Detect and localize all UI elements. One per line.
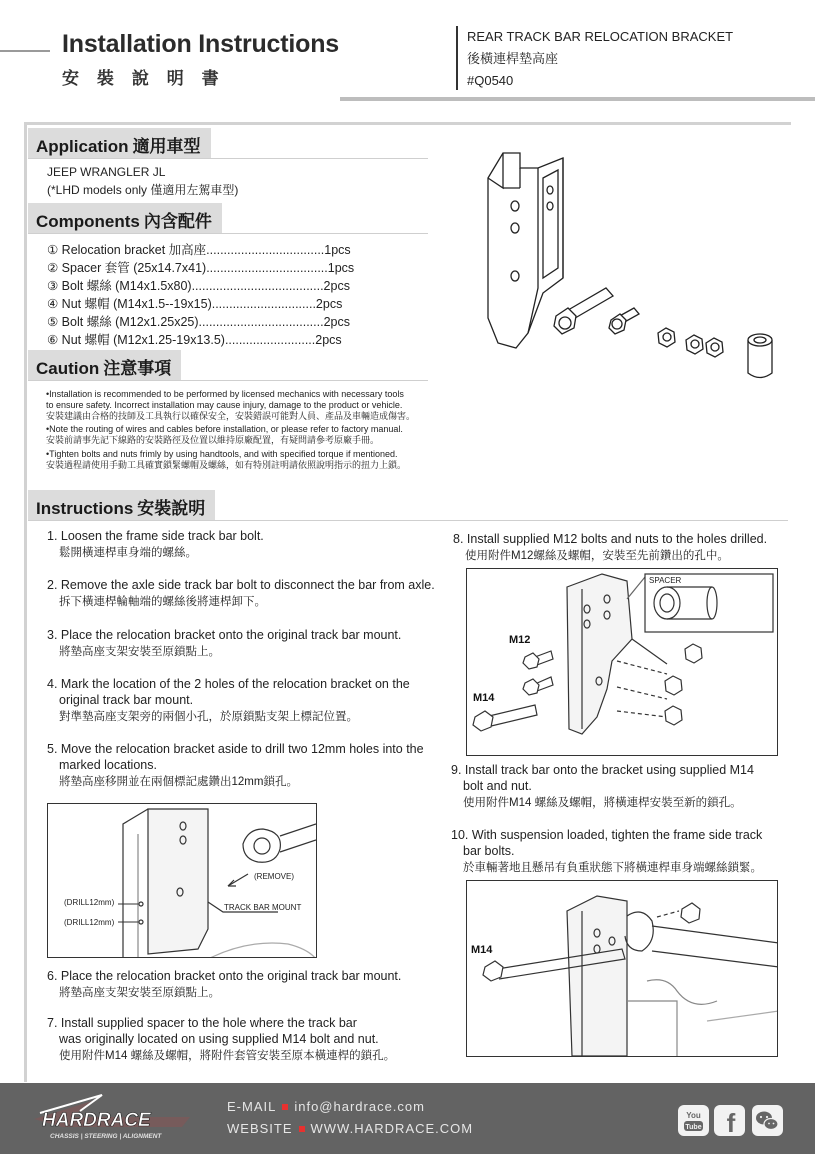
email-link[interactable]: info@hardrace.com xyxy=(294,1099,425,1114)
step-7: 7. Install supplied spacer to the hole where the track bar was originally located on using supplied M14 bolt and nut. 使用附件M14 螺絲及螺帽，將附件套管安裝至原本橫連桿的鎖孔。 xyxy=(47,1016,396,1062)
final-figure xyxy=(466,880,778,1057)
email-label: E-MAIL xyxy=(227,1099,277,1114)
drill-figure xyxy=(47,803,317,958)
caution-line: to ensure safety. Incorrect installation may cause injury, damage to the product or vehicle. xyxy=(46,400,403,410)
step-5: 5. Move the relocation bracket aside to drill two 12mm holes into the marked locations. 將墊高座移開並在兩個標記處鑽出12mm鎖孔。 xyxy=(47,742,424,788)
application-heading xyxy=(28,128,211,158)
caution-line: •Tighten bolts and nuts frimly by using handtools, and with specified torque if mentioned. xyxy=(46,449,398,459)
bullet-square xyxy=(282,1104,288,1110)
caution-line: 安裝過程請使用手動工具確實鎖緊螺帽及螺絲，如有特別註明請依照說明指示的扭力上鎖。 xyxy=(46,460,407,470)
caution-heading-zh: 注意事項 xyxy=(103,359,172,379)
facebook-icon[interactable] xyxy=(714,1105,745,1136)
bullet-square xyxy=(299,1126,305,1132)
component-item: ① Relocation bracket 加高座..................................1pcs xyxy=(47,243,351,257)
remove-label: (REMOVE) xyxy=(254,872,294,881)
drill-label-2: (DRILL12mm) xyxy=(64,918,115,927)
caution-heading-en: Caution xyxy=(36,359,100,378)
caution-line: 安裝前請事先記下線路的安裝路徑及位置以維持原廠配置，有疑問請參考原廠手冊。 xyxy=(46,435,380,445)
m12-label: M12 xyxy=(509,634,531,646)
component-item: ③ Bolt 螺絲 (M14x1.5x80)......................................2pcs xyxy=(47,279,350,293)
instructions-heading xyxy=(28,490,215,520)
step-2: 2. Remove the axle side track bar bolt to disconnect the bar from axle. 拆下橫連桿輪軸端的螺絲後將連桿卸下。 xyxy=(47,578,435,608)
part-number: #Q0540 xyxy=(467,73,514,88)
step-9: 9. Install track bar onto the bracket using supplied M14 bolt and nut. 使用附件M14 螺絲及螺帽，將橫連桿安裝至新的鎖孔。 xyxy=(451,763,754,809)
product-info xyxy=(467,26,733,92)
website-link[interactable]: WWW.HARDRACE.COM xyxy=(310,1121,474,1136)
step-4: 4. Mark the location of the 2 holes of the relocation bracket on the original track bar mount. 對準墊高座支架旁的兩個小孔，於原鎖點支架上標記位置。 xyxy=(47,677,410,723)
step-6: 6. Place the relocation bracket onto the original track bar mount. 將墊高座支架安裝至原鎖點上。 xyxy=(47,969,402,999)
svg-text:Tube: Tube xyxy=(685,1124,702,1131)
caution-line: •Installation is recommended to be performed by licensed mechanics with necessary tools xyxy=(46,389,404,399)
component-item: ② Spacer 套管 (25x14.7x41)...................................1pcs xyxy=(47,261,355,275)
page-subtitle: 安 裝 說 明 書 xyxy=(62,69,225,89)
website-label: WEBSITE xyxy=(227,1121,293,1136)
track-bar-mount-label: TRACK BAR MOUNT xyxy=(224,903,302,912)
caution-line: 安裝建議由合格的技師及工具執行以確保安全，安裝錯誤可能對人員、產品及車輛造成傷害。 xyxy=(46,411,416,421)
youtube-icon[interactable] xyxy=(678,1105,709,1136)
final-m14-label: M14 xyxy=(471,944,493,956)
components-heading-en: Components xyxy=(36,212,140,231)
application-note: (*LHD models only 僅適用左駕車型) xyxy=(47,183,239,197)
install-figure xyxy=(466,568,778,756)
step-10: 10. With suspension loaded, tighten the frame side track bar bolts. 於車輛著地且懸吊有負重狀態下將橫連桿車身端螺絲鎖緊。 xyxy=(451,828,763,874)
section-rule xyxy=(28,158,428,159)
wechat-icon[interactable] xyxy=(752,1105,783,1136)
component-item: ⑥ Nut 螺帽 (M12x1.25-19x13.5)..........................2pcs xyxy=(47,333,342,347)
footer-email xyxy=(227,1099,425,1114)
header-rule xyxy=(340,97,815,101)
product-name-zh: 後橫連桿墊高座 xyxy=(467,51,559,66)
section-rule xyxy=(28,233,428,234)
footer-website xyxy=(227,1121,473,1136)
application-heading-en: Application xyxy=(36,137,129,156)
components-heading-zh: 內含配件 xyxy=(143,212,212,232)
hardrace-logo xyxy=(32,1093,192,1143)
components-drawing xyxy=(468,148,788,388)
header-accent-line xyxy=(0,50,50,52)
drill-label-1: (DRILL12mm) xyxy=(64,898,115,907)
page-title: Installation Instructions xyxy=(62,30,339,58)
svg-text:f: f xyxy=(726,1108,736,1136)
section-rule xyxy=(28,520,788,521)
svg-text:You: You xyxy=(686,1111,701,1120)
product-name: REAR TRACK BAR RELOCATION BRACKET xyxy=(467,29,734,44)
instructions-heading-en: Instructions xyxy=(36,499,134,518)
component-item: ④ Nut 螺帽 (M14x1.5--19x15)..............................2pcs xyxy=(47,297,343,311)
step-3: 3. Place the relocation bracket onto the original track bar mount. 將墊高座支架安裝至原鎖點上。 xyxy=(47,628,402,658)
header-divider xyxy=(456,26,458,90)
step-1: 1. Loosen the frame side track bar bolt. 鬆開橫連桿車身端的螺絲。 xyxy=(47,529,264,559)
brand-tagline: CHASSIS | STEERING | ALIGNMENT xyxy=(50,1133,162,1140)
application-heading-zh: 適用車型 xyxy=(132,137,201,157)
application-vehicle: JEEP WRANGLER JL xyxy=(47,165,166,179)
components-heading xyxy=(28,203,222,233)
spacer-label: SPACER xyxy=(649,576,682,585)
m14-label: M14 xyxy=(473,692,495,704)
instructions-heading-zh: 安裝說明 xyxy=(137,499,206,519)
section-rule xyxy=(28,380,428,381)
component-item: ⑤ Bolt 螺絲 (M12x1.25x25)....................................2pcs xyxy=(47,315,350,329)
caution-line: •Note the routing of wires and cables before installation, or please refer to factory manual. xyxy=(46,424,403,434)
step-8: 8. Install supplied M12 bolts and nuts to the holes drilled. 使用附件M12螺絲及螺帽，安裝至先前鑽出的孔中。 xyxy=(453,532,768,562)
caution-heading xyxy=(28,350,181,380)
brand-text: HARDRACE xyxy=(42,1110,151,1131)
